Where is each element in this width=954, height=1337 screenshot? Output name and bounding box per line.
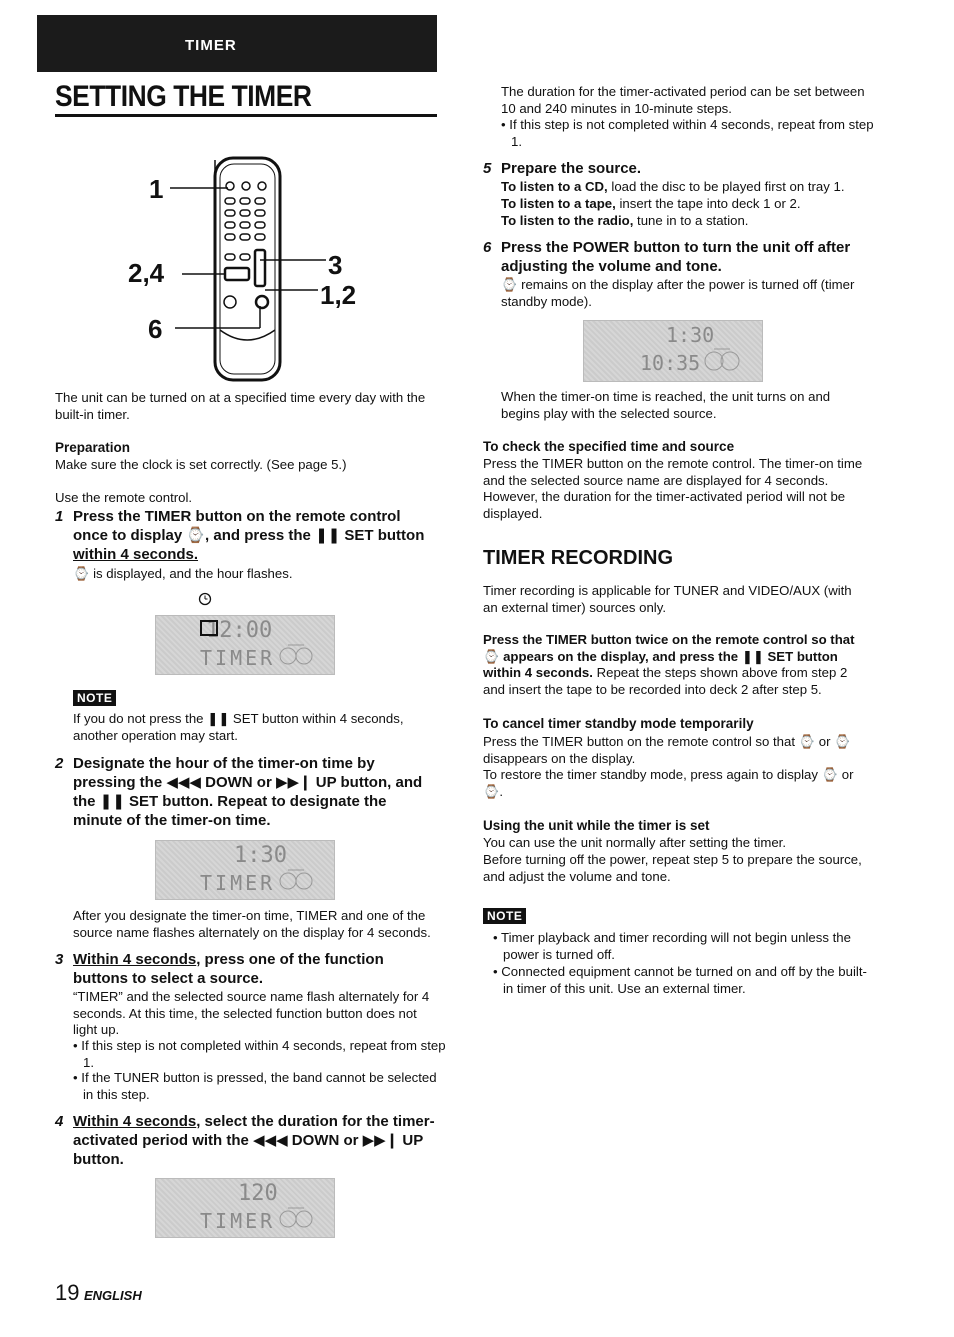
callout-6: 6 [148, 314, 163, 344]
step-5-tape-bold: To listen to a tape, [501, 196, 616, 211]
lcd-step1-time: 12:00 [206, 618, 273, 643]
step-5 [483, 159, 867, 178]
step-2-number: 2 [55, 755, 64, 772]
page-number: 19 [55, 1280, 80, 1305]
step-5-tape-text: insert the tape into deck 1 or 2. [615, 196, 801, 211]
step-5-cd [501, 179, 867, 196]
check-text: Press the TIMER button on the remote control. The timer-on time and the selected source name are displayed for 4 seconds. However, the duration for the timer-activated period will not be displayed. [483, 456, 863, 521]
duration-bullet: • If this step is not completed within 4 seconds, repeat from step 1. [501, 117, 874, 149]
section-header-bar [37, 15, 437, 72]
callout-1-2: 1,2 [320, 280, 357, 310]
cancel-heading: To cancel timer standby mode temporarily [483, 716, 754, 731]
step-1-line-c: within 4 seconds. [73, 546, 199, 563]
timer-recording-rest: Repeat the steps shown above from step 2 and insert the tape to be recorded into deck 2 after step 5. [483, 665, 848, 697]
lcd-step1-source: TIMER [200, 646, 276, 670]
step-3-bullet-1: • If this step is not completed within 4 seconds, repeat from step 1. [73, 1038, 446, 1070]
callout-1: 1 [149, 174, 164, 204]
timer-recording-instructions [483, 632, 867, 698]
lcd-step6-time: 1:30 [666, 323, 715, 347]
timer-recording-bold: Press the TIMER button twice on the remote control so that ⌚ appears on the display, and press the ❚❚ SET button within 4 seconds. [483, 632, 855, 680]
step-3-desc: “TIMER” and the selected source name flash alternately for 4 seconds. At this time, the selected function button does not light up. [73, 989, 430, 1037]
using-heading: Using the unit while the timer is set [483, 818, 710, 833]
step-5-cd-bold: To listen to a CD, [501, 179, 608, 194]
step-1-desc: ⌚ is displayed, and the hour flashes. [73, 566, 293, 581]
lcd-display-step2 [155, 840, 335, 900]
step-5-title: Prepare the source. [501, 160, 642, 177]
step-5-radio [501, 213, 867, 230]
using-text-1: You can use the unit normally after setting the timer. [483, 835, 786, 850]
remote-control-icon [140, 150, 380, 390]
lcd-step2-time: 1:30 [234, 843, 287, 868]
clock-icon [198, 592, 212, 611]
page-language: ENGLISH [83, 1288, 142, 1303]
note-right-bullet-1: • Timer playback and timer recording will not begin unless the power is turned off. [493, 930, 851, 962]
page-footer [55, 1280, 142, 1306]
step-4-number: 4 [55, 1113, 64, 1130]
step-5-cd-text: load the disc to be played first on tray 1. [607, 179, 845, 194]
step-2-text: Designate the hour of the timer-on time by pressing the ◀◀◀ DOWN or ▶▶❙ UP button, and the ❚❚ SET button. Repeat to designate the minute of the timer-on time. [73, 755, 423, 829]
step-1-line-a: Press the TIMER button on the remote control [73, 508, 401, 525]
lcd-clock-indicator [200, 620, 218, 636]
check-heading: To check the specified time and source [483, 439, 735, 454]
step-2 [55, 754, 439, 830]
lcd-display-step1 [155, 615, 335, 675]
step-5-radio-text: tune in to a station. [633, 213, 749, 228]
step-3 [55, 950, 439, 988]
tape-reel-icon [276, 640, 316, 670]
step-5-number: 5 [483, 160, 492, 177]
step-4-rest: , select the duration for the timer-activated period with the ◀◀◀ DOWN or ▶▶❙ UP button. [73, 1113, 435, 1168]
preparation-heading: Preparation [55, 440, 131, 455]
page-title: SETTING THE TIMER [55, 80, 312, 113]
step-2-desc: After you designate the timer-on time, TIMER and one of the source name flashes alternately on the display for 4 seconds. [73, 908, 431, 940]
intro-text: The unit can be turned on at a specified time every day with the built-in timer. [55, 390, 426, 422]
lcd-step2-source: TIMER [200, 871, 276, 895]
step-4-underlined: Within 4 seconds [73, 1113, 197, 1130]
lcd-step6-clock: 10:35 [640, 351, 701, 375]
step-5-tape [501, 196, 867, 213]
lcd-step4-duration: 120 [238, 1181, 278, 1206]
callout-2-4: 2,4 [128, 258, 165, 288]
use-remote-text: Use the remote control. [55, 490, 193, 505]
step-6 [483, 238, 867, 276]
note-left-text: If you do not press the ❚❚ SET button within 4 seconds, another operation may start. [73, 711, 404, 743]
preparation-text: Make sure the clock is set correctly. (See page 5.) [55, 457, 347, 472]
step-3-bullet-2: • If the TUNER button is pressed, the band cannot be selected in this step. [73, 1070, 437, 1102]
step-5-radio-bold: To listen to the radio, [501, 213, 634, 228]
lcd-display-step4 [155, 1178, 335, 1238]
lcd-step4-source: TIMER [200, 1209, 276, 1233]
lcd-display-step6 [583, 320, 763, 382]
step-6-after: When the timer-on time is reached, the unit turns on and begins play with the selected source. [501, 389, 831, 421]
step-6-desc: ⌚ remains on the display after the power is turned off (timer standby mode). [501, 277, 855, 309]
step-3-underlined: Within 4 seconds [73, 951, 197, 968]
tape-reel-icon [702, 343, 742, 377]
duration-text: The duration for the timer-activated period can be set between 10 and 240 minutes in 10-minute steps. [501, 84, 865, 116]
tape-reel-icon [276, 1203, 316, 1233]
note-badge-left: NOTE [73, 690, 116, 706]
section-header-label: TIMER [185, 37, 237, 54]
step-3-rest: , press one of the function buttons to select a source. [73, 951, 384, 987]
note-badge-right: NOTE [483, 908, 526, 924]
callout-3: 3 [328, 250, 343, 280]
step-1 [55, 507, 439, 564]
cancel-text-1: Press the TIMER button on the remote control so that ⌚ or ⌚ disappears on the display. [483, 734, 851, 766]
step-3-number: 3 [55, 951, 64, 968]
step-1-number: 1 [55, 508, 64, 525]
title-rule [55, 114, 437, 117]
note-right-bullet-2: • Connected equipment cannot be turned on and off by the built-in timer of this unit. Use an external timer. [493, 964, 867, 996]
timer-recording-title: TIMER RECORDING [483, 547, 673, 569]
step-1-line-b: once to display ⌚, and press the ❚❚ SET button [73, 527, 425, 544]
timer-recording-intro: Timer recording is applicable for TUNER and VIDEO/AUX (with an external timer) sources only. [483, 583, 852, 615]
remote-illustration [128, 150, 380, 390]
step-6-title: Press the POWER button to turn the unit off after adjusting the volume and tone. [501, 239, 851, 275]
tape-reel-icon [276, 865, 316, 895]
step-4 [55, 1112, 439, 1169]
step-6-number: 6 [483, 239, 492, 256]
using-text-2: Before turning off the power, repeat step 5 to prepare the source, and adjust the volume and tone. [483, 852, 862, 884]
cancel-text-2: To restore the timer standby mode, press again to display ⌚ or ⌚. [483, 767, 854, 799]
